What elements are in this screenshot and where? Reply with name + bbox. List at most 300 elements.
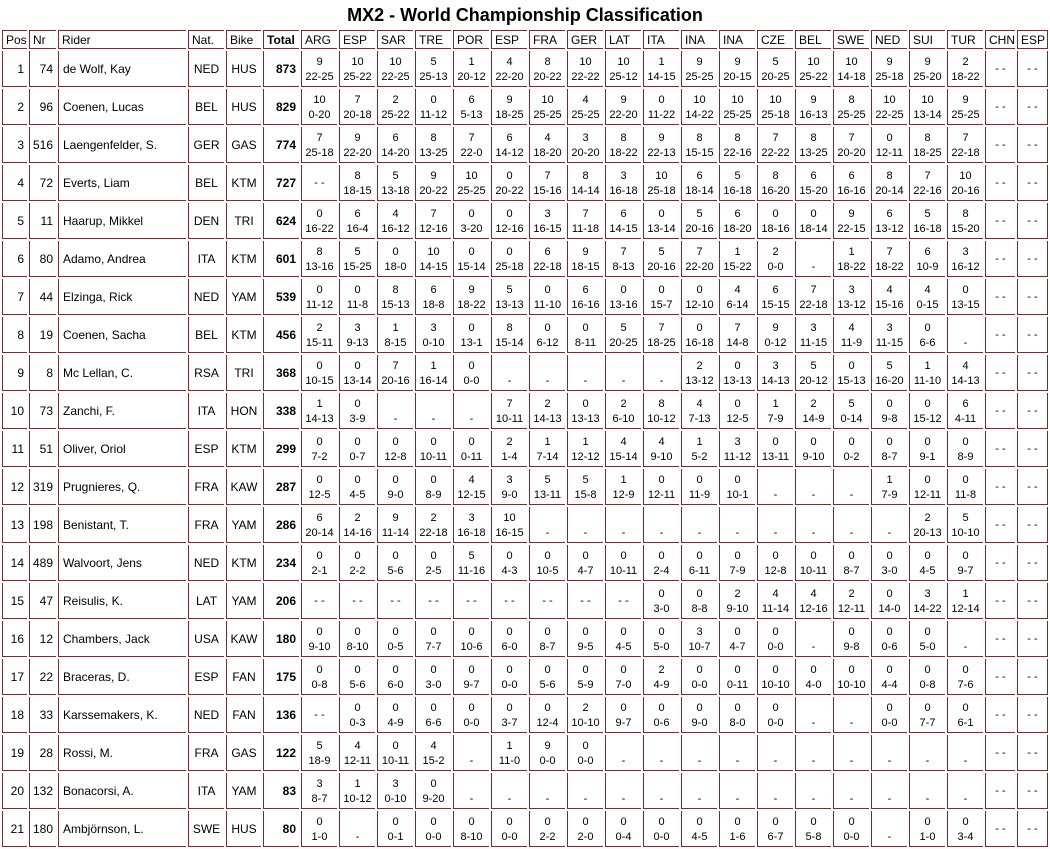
result-cell: 0 11-10 xyxy=(529,279,565,315)
table-row xyxy=(2,89,1048,125)
position-cell: 14 xyxy=(2,545,27,581)
number-cell: 96 xyxy=(29,89,56,125)
bike-cell: FAN xyxy=(226,697,261,733)
result-cell: 9 18-15 xyxy=(567,241,603,277)
result-cell: - - xyxy=(1017,241,1048,277)
result-cell: 7 10-11 xyxy=(491,393,527,429)
result-cell: - xyxy=(871,735,907,771)
number-cell: 11 xyxy=(29,203,56,239)
result-cell: 0 3-0 xyxy=(643,583,679,619)
result-cell: 0 6-1 xyxy=(947,697,983,733)
result-cell: 0 8-7 xyxy=(529,621,565,657)
nationality-cell: FRA xyxy=(188,507,224,543)
result-cell: 0 0-0 xyxy=(491,659,527,695)
result-cell: 0 6-7 xyxy=(757,811,793,847)
result-cell: 5 13-11 xyxy=(529,469,565,505)
result-cell: 2 1-4 xyxy=(491,431,527,467)
rider-name-cell: Bonacorsi, A. xyxy=(58,773,186,809)
result-cell: 0 1-0 xyxy=(301,811,337,847)
result-cell: 0 3-0 xyxy=(871,545,907,581)
result-cell: 9 25-18 xyxy=(871,51,907,87)
column-header-bike: Bike xyxy=(226,30,261,49)
result-cell: - - xyxy=(1017,51,1048,87)
bike-cell: HUS xyxy=(226,51,261,87)
column-header-nr: Nr xyxy=(29,30,56,49)
result-cell: - xyxy=(567,773,603,809)
result-cell: 3 8-7 xyxy=(301,773,337,809)
result-cell: 8 16-20 xyxy=(757,165,793,201)
result-cell: 0 13-1 xyxy=(453,317,489,353)
result-cell: 0 0-7 xyxy=(339,431,375,467)
result-cell: 4 9-10 xyxy=(643,431,679,467)
result-cell: 0 7-6 xyxy=(947,659,983,695)
result-cell: 0 4-0 xyxy=(795,659,831,695)
result-cell: 0 20-22 xyxy=(491,165,527,201)
number-cell: 44 xyxy=(29,279,56,315)
result-cell: - - xyxy=(985,621,1015,657)
result-cell: 0 0-0 xyxy=(415,811,451,847)
result-cell: 1 12-14 xyxy=(947,583,983,619)
rider-name-cell: Everts, Liam xyxy=(58,165,186,201)
result-cell: 3 16-15 xyxy=(529,203,565,239)
result-cell: 6 14-15 xyxy=(605,203,641,239)
result-cell: 4 11-9 xyxy=(833,317,869,353)
result-cell: 6 14-12 xyxy=(491,127,527,163)
result-cell: 9 11-14 xyxy=(377,507,413,543)
result-cell: 3 20-20 xyxy=(567,127,603,163)
result-cell: 4 18-20 xyxy=(529,127,565,163)
result-cell: - - xyxy=(985,203,1015,239)
rider-name-cell: Zanchi, F. xyxy=(58,393,186,429)
position-cell: 2 xyxy=(2,89,27,125)
result-cell: - - xyxy=(491,583,527,619)
result-cell: 2 10-10 xyxy=(567,697,603,733)
result-cell: - xyxy=(643,773,679,809)
header-row xyxy=(2,30,1048,49)
result-cell: - xyxy=(681,773,717,809)
result-cell: 3 16-18 xyxy=(605,165,641,201)
table-row xyxy=(2,659,1048,695)
result-cell: - xyxy=(947,773,983,809)
result-cell: 9 20-15 xyxy=(719,51,755,87)
table-row xyxy=(2,545,1048,581)
result-cell: 8 15-14 xyxy=(491,317,527,353)
result-cell: 0 13-11 xyxy=(757,431,793,467)
result-cell: - xyxy=(795,621,831,657)
bike-cell: GAS xyxy=(226,735,261,771)
total-points-cell: 539 xyxy=(263,279,299,315)
table-row xyxy=(2,203,1048,239)
result-cell: 0 8-9 xyxy=(947,431,983,467)
result-cell: 0 7-7 xyxy=(909,697,945,733)
result-cell: - - xyxy=(985,241,1015,277)
result-cell: - xyxy=(909,773,945,809)
rider-name-cell: Elzinga, Rick xyxy=(58,279,186,315)
result-cell: 0 13-13 xyxy=(567,393,603,429)
result-cell: 2 18-22 xyxy=(947,51,983,87)
result-cell: 0 11-8 xyxy=(339,279,375,315)
result-cell: - xyxy=(643,735,679,771)
rider-name-cell: Ambjörnson, L. xyxy=(58,811,186,847)
page-title: MX2 - World Championship Classification xyxy=(347,5,703,25)
result-cell: - xyxy=(567,507,603,543)
result-cell: 2 6-10 xyxy=(605,393,641,429)
result-cell: - - xyxy=(985,51,1015,87)
result-cell: 2 12-11 xyxy=(833,583,869,619)
result-cell: 8 10-12 xyxy=(643,393,679,429)
result-cell: 1 8-15 xyxy=(377,317,413,353)
result-cell: 4 16-12 xyxy=(377,203,413,239)
result-cell: 4 22-20 xyxy=(491,51,527,87)
result-cell: - - xyxy=(985,773,1015,809)
result-cell: 0 4-7 xyxy=(719,621,755,657)
column-header-race-7-fra: FRA xyxy=(529,30,565,49)
result-cell: - xyxy=(453,735,489,771)
result-cell: 9 18-25 xyxy=(491,89,527,125)
result-cell: 0 9-7 xyxy=(453,659,489,695)
result-cell: 4 0-15 xyxy=(909,279,945,315)
column-header-race-4-tre: TRE xyxy=(415,30,451,49)
result-cell: 0 0-0 xyxy=(453,355,489,391)
result-cell: 6 18-8 xyxy=(415,279,451,315)
result-cell: 5 0-14 xyxy=(833,393,869,429)
bike-cell: KTM xyxy=(226,545,261,581)
result-cell: 0 0-0 xyxy=(757,697,793,733)
result-cell: 0 0-0 xyxy=(491,811,527,847)
result-cell: 7 15-16 xyxy=(529,165,565,201)
result-cell: 10 25-22 xyxy=(795,51,831,87)
result-cell: 0 6-12 xyxy=(529,317,565,353)
table-row xyxy=(2,241,1048,277)
rider-name-cell: Rossi, M. xyxy=(58,735,186,771)
nationality-cell: BEL xyxy=(188,165,224,201)
total-points-cell: 206 xyxy=(263,583,299,619)
result-cell: 0 11-12 xyxy=(415,89,451,125)
result-cell: 0 6-0 xyxy=(491,621,527,657)
result-cell: 9 22-13 xyxy=(643,127,679,163)
result-cell: - xyxy=(871,773,907,809)
table-row xyxy=(2,583,1048,619)
result-cell: 0 9-10 xyxy=(795,431,831,467)
total-points-cell: 136 xyxy=(263,697,299,733)
result-cell: 0 0-6 xyxy=(871,621,907,657)
result-cell: 4 7-13 xyxy=(681,393,717,429)
result-cell: - xyxy=(757,773,793,809)
result-cell: 0 0-0 xyxy=(833,811,869,847)
result-cell: - xyxy=(757,735,793,771)
total-points-cell: 368 xyxy=(263,355,299,391)
result-cell: 0 13-14 xyxy=(339,355,375,391)
position-cell: 9 xyxy=(2,355,27,391)
result-cell: 9 22-20 xyxy=(605,89,641,125)
result-cell: 8 14-14 xyxy=(567,165,603,201)
result-cell: 7 18-22 xyxy=(871,241,907,277)
result-cell: 0 13-16 xyxy=(605,279,641,315)
rider-name-cell: Braceras, D. xyxy=(58,659,186,695)
result-cell: - xyxy=(491,355,527,391)
nationality-cell: SWE xyxy=(188,811,224,847)
result-cell: - - xyxy=(985,659,1015,695)
table-row xyxy=(2,355,1048,391)
result-cell: - - xyxy=(1017,431,1048,467)
result-cell: 0 2-1 xyxy=(301,545,337,581)
nationality-cell: ESP xyxy=(188,659,224,695)
result-cell: 0 10-5 xyxy=(529,545,565,581)
result-cell: 0 6-6 xyxy=(415,697,451,733)
result-cell: 6 15-15 xyxy=(757,279,793,315)
nationality-cell: BEL xyxy=(188,89,224,125)
result-cell: - - xyxy=(1017,165,1048,201)
result-cell: - xyxy=(947,317,983,353)
result-cell: 7 12-16 xyxy=(415,203,451,239)
rider-name-cell: Benistant, T. xyxy=(58,507,186,543)
result-cell: - xyxy=(605,507,641,543)
result-cell: 8 13-25 xyxy=(795,127,831,163)
result-cell: 0 3-20 xyxy=(453,203,489,239)
nationality-cell: ITA xyxy=(188,393,224,429)
result-cell: 0 2-2 xyxy=(339,545,375,581)
result-cell: - - xyxy=(1017,89,1048,125)
result-cell: - xyxy=(415,393,451,429)
bike-cell: FAN xyxy=(226,659,261,695)
result-cell: 8 13-16 xyxy=(301,241,337,277)
result-cell: 0 8-7 xyxy=(833,545,869,581)
total-points-cell: 83 xyxy=(263,773,299,809)
rider-name-cell: Prugnieres, Q. xyxy=(58,469,186,505)
number-cell: 47 xyxy=(29,583,56,619)
result-cell: - xyxy=(643,507,679,543)
result-cell: - xyxy=(833,469,869,505)
result-cell: 3 16-12 xyxy=(947,241,983,277)
result-cell: - xyxy=(605,773,641,809)
result-cell: 8 15-15 xyxy=(681,127,717,163)
result-cell: 0 1-0 xyxy=(909,811,945,847)
result-cell: 2 0-0 xyxy=(757,241,793,277)
result-cell: 4 15-16 xyxy=(871,279,907,315)
result-cell: 5 13-18 xyxy=(377,165,413,201)
table-row xyxy=(2,621,1048,657)
result-cell: 5 20-16 xyxy=(681,203,717,239)
result-cell: 8 18-25 xyxy=(909,127,945,163)
result-cell: - xyxy=(833,507,869,543)
result-cell: 6 4-11 xyxy=(947,393,983,429)
result-cell: 5 16-20 xyxy=(871,355,907,391)
result-cell: 0 0-4 xyxy=(605,811,641,847)
result-cell: 0 14-0 xyxy=(871,583,907,619)
result-cell: 0 5-6 xyxy=(529,659,565,695)
result-cell: - xyxy=(909,735,945,771)
result-cell: - xyxy=(833,697,869,733)
result-cell: 0 10-15 xyxy=(301,355,337,391)
result-cell: 8 13-25 xyxy=(415,127,451,163)
result-cell: 6 14-20 xyxy=(377,127,413,163)
rider-name-cell: Laengenfelder, S. xyxy=(58,127,186,163)
result-cell: 2 25-22 xyxy=(377,89,413,125)
result-cell: - - xyxy=(1017,811,1048,847)
result-cell: 0 7-9 xyxy=(719,545,755,581)
result-cell: - - xyxy=(1017,697,1048,733)
result-cell: - xyxy=(605,355,641,391)
result-cell: 0 4-5 xyxy=(605,621,641,657)
result-cell: 9 25-25 xyxy=(681,51,717,87)
total-points-cell: 287 xyxy=(263,469,299,505)
column-header-race-3-sar: SAR xyxy=(377,30,413,49)
result-cell: 9 18-22 xyxy=(453,279,489,315)
result-cell: 9 22-20 xyxy=(339,127,375,163)
result-cell: 0 4-5 xyxy=(909,545,945,581)
result-cell: 0 0-8 xyxy=(909,659,945,695)
result-cell: - - xyxy=(985,697,1015,733)
result-cell: 0 8-11 xyxy=(567,317,603,353)
total-points-cell: 338 xyxy=(263,393,299,429)
result-cell: - - xyxy=(1017,393,1048,429)
result-cell: - - xyxy=(985,811,1015,847)
table-row xyxy=(2,735,1048,771)
result-cell: - xyxy=(453,773,489,809)
result-cell: 0 3-9 xyxy=(339,393,375,429)
nationality-cell: NED xyxy=(188,51,224,87)
table-row xyxy=(2,697,1048,733)
result-cell: - - xyxy=(377,583,413,619)
result-cell: - xyxy=(947,621,983,657)
column-header-pos: Pos xyxy=(2,30,27,49)
result-cell: 10 14-18 xyxy=(833,51,869,87)
result-cell: 9 22-25 xyxy=(301,51,337,87)
result-cell: 0 2-2 xyxy=(529,811,565,847)
result-cell: 7 14-8 xyxy=(719,317,755,353)
nationality-cell: DEN xyxy=(188,203,224,239)
result-cell: 0 6-11 xyxy=(681,545,717,581)
result-cell: 8 25-25 xyxy=(833,89,869,125)
table-row xyxy=(2,469,1048,505)
result-cell: 7 11-18 xyxy=(567,203,603,239)
result-cell: 0 9-7 xyxy=(605,697,641,733)
result-cell: - xyxy=(795,773,831,809)
result-cell: 7 22-18 xyxy=(947,127,983,163)
result-cell: 1 7-14 xyxy=(529,431,565,467)
result-cell: 5 20-12 xyxy=(795,355,831,391)
result-cell: 2 4-9 xyxy=(643,659,679,695)
result-cell: - xyxy=(833,773,869,809)
position-cell: 13 xyxy=(2,507,27,543)
result-cell: - - xyxy=(985,507,1015,543)
result-cell: - xyxy=(795,697,831,733)
result-cell: 0 12-5 xyxy=(301,469,337,505)
result-cell: 9 25-25 xyxy=(947,89,983,125)
result-cell: 0 10-10 xyxy=(833,659,869,695)
result-cell: 10 14-15 xyxy=(415,241,451,277)
result-cell: 2 20-13 xyxy=(909,507,945,543)
result-cell: 0 9-1 xyxy=(909,431,945,467)
result-cell: 5 15-8 xyxy=(567,469,603,505)
result-cell: 10 16-15 xyxy=(491,507,527,543)
result-cell: 7 22-22 xyxy=(757,127,793,163)
result-cell: - - xyxy=(1017,469,1048,505)
result-cell: 0 12-16 xyxy=(491,203,527,239)
result-cell: 0 0-0 xyxy=(567,735,603,771)
nationality-cell: ITA xyxy=(188,773,224,809)
result-cell: 7 18-25 xyxy=(643,317,679,353)
result-cell: 1 7-9 xyxy=(871,469,907,505)
result-cell: 0 5-0 xyxy=(643,621,679,657)
result-cell: 0 0-8 xyxy=(301,659,337,695)
result-cell: - - xyxy=(301,583,337,619)
result-cell: 0 9-5 xyxy=(567,621,603,657)
result-cell: 0 9-0 xyxy=(681,697,717,733)
result-cell: 0 4-9 xyxy=(377,697,413,733)
rider-name-cell: Karssemakers, K. xyxy=(58,697,186,733)
result-cell: 10 25-18 xyxy=(757,89,793,125)
total-points-cell: 727 xyxy=(263,165,299,201)
result-cell: 5 15-25 xyxy=(339,241,375,277)
nationality-cell: ESP xyxy=(188,431,224,467)
result-cell: 1 12-12 xyxy=(567,431,603,467)
total-points-cell: 122 xyxy=(263,735,299,771)
result-cell: 7 8-13 xyxy=(605,241,641,277)
result-cell: - - xyxy=(1017,583,1048,619)
rider-name-cell: Reisulis, K. xyxy=(58,583,186,619)
result-cell: 0 0-3 xyxy=(339,697,375,733)
nationality-cell: RSA xyxy=(188,355,224,391)
position-cell: 18 xyxy=(2,697,27,733)
result-cell: 1 12-9 xyxy=(605,469,641,505)
table-row xyxy=(2,317,1048,353)
result-cell: 2 14-16 xyxy=(339,507,375,543)
result-cell: 0 3-4 xyxy=(947,811,983,847)
position-cell: 6 xyxy=(2,241,27,277)
result-cell: - xyxy=(719,507,755,543)
result-cell: 0 11-9 xyxy=(681,469,717,505)
result-cell: - - xyxy=(1017,355,1048,391)
result-cell: 0 10-11 xyxy=(795,545,831,581)
result-cell: 7 22-18 xyxy=(795,279,831,315)
bike-cell: KAW xyxy=(226,469,261,505)
result-cell: - xyxy=(871,507,907,543)
result-cell: - xyxy=(795,507,831,543)
result-cell: 0 12-10 xyxy=(681,279,717,315)
column-header-race-14-bel: BEL xyxy=(795,30,831,49)
bike-cell: HON xyxy=(226,393,261,429)
result-cell: 1 18-22 xyxy=(833,241,869,277)
result-cell: 0 1-6 xyxy=(719,811,755,847)
column-header-race-1-arg: ARG xyxy=(301,30,337,49)
result-cell: 0 9-7 xyxy=(947,545,983,581)
bike-cell: KTM xyxy=(226,241,261,277)
result-cell: 6 22-18 xyxy=(529,241,565,277)
position-cell: 3 xyxy=(2,127,27,163)
result-cell: 0 8-7 xyxy=(871,431,907,467)
number-cell: 74 xyxy=(29,51,56,87)
result-cell: 9 22-15 xyxy=(833,203,869,239)
result-cell: 0 10-6 xyxy=(453,621,489,657)
result-cell: 0 0-1 xyxy=(377,811,413,847)
nationality-cell: NED xyxy=(188,545,224,581)
number-cell: 8 xyxy=(29,355,56,391)
result-cell: 0 5-0 xyxy=(909,621,945,657)
result-cell: - - xyxy=(985,279,1015,315)
result-cell: - - xyxy=(985,127,1015,163)
result-cell: 0 8-10 xyxy=(453,811,489,847)
result-cell: - - xyxy=(985,431,1015,467)
result-cell: - - xyxy=(1017,279,1048,315)
result-cell: 0 10-1 xyxy=(719,469,755,505)
result-cell: 0 25-18 xyxy=(491,241,527,277)
result-cell: 6 20-14 xyxy=(301,507,337,543)
result-cell: 8 15-20 xyxy=(947,203,983,239)
result-cell: 0 8-10 xyxy=(339,621,375,657)
result-cell: 9 0-12 xyxy=(757,317,793,353)
total-points-cell: 829 xyxy=(263,89,299,125)
